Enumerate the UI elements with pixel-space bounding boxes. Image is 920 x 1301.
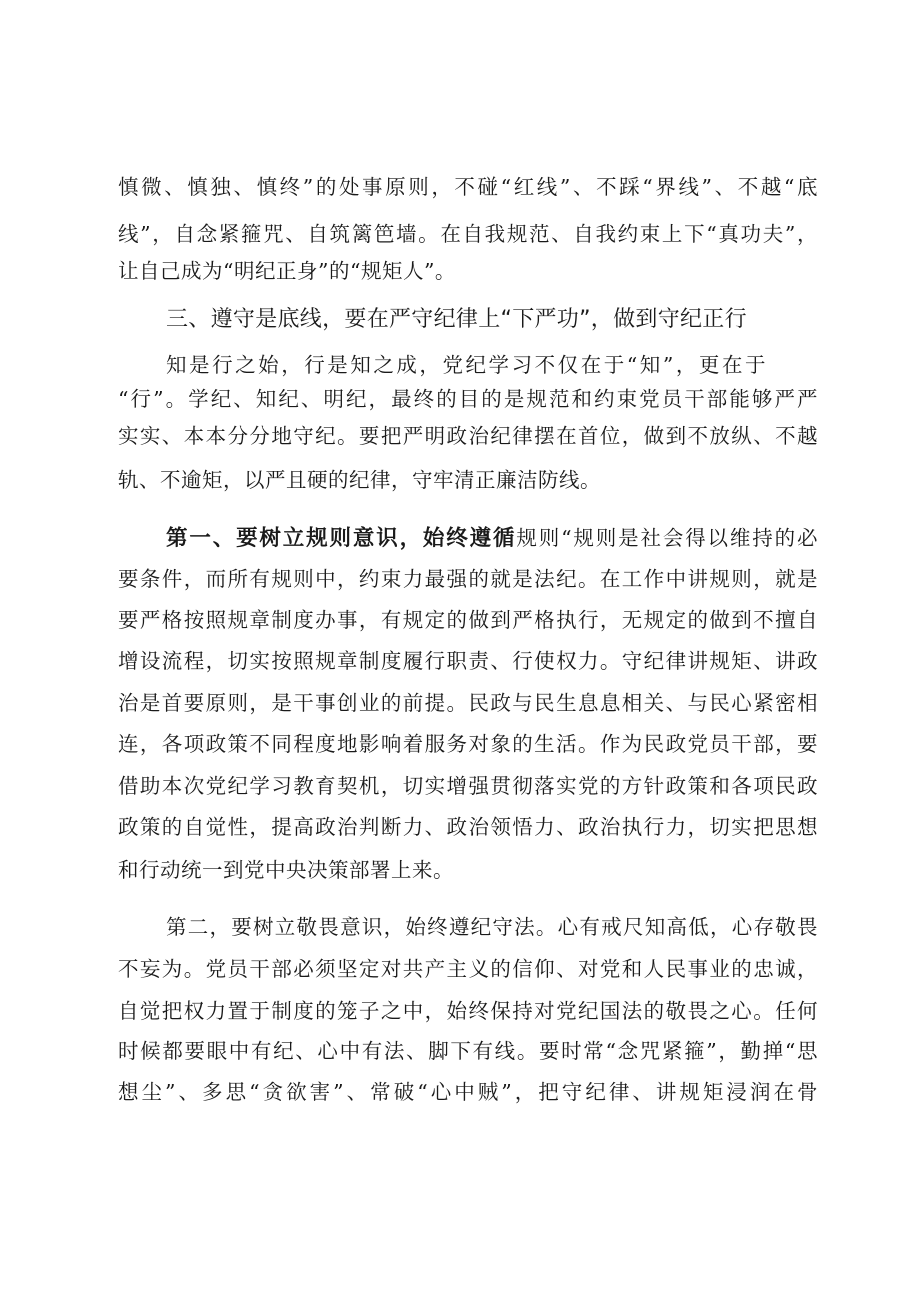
para2-line-4: 轨、不逾矩，以严且硬的纪律，守牢清正廉洁防线。 [118, 468, 601, 492]
para3-line-7: 借助本次党纪学习教育契机，切实增强贯彻落实党的方针政策和各项民政 [118, 774, 818, 798]
para3-line-8: 政策的自觉性，提高政治判断力、政治领悟力、政治执行力，切实把思想 [118, 815, 818, 839]
para4-line-3: 自觉把权力置于制度的笼子之中，始终保持对党纪国法的敬畏之心。任何 [118, 999, 818, 1023]
para3-line-1 [166, 523, 818, 553]
para4-line-4: 时候都要眼中有纪、心中有法、脚下有线。要时常“念咒紧箍”，勤掸“思 [118, 1039, 818, 1063]
para3-line-6: 连，各项政策不同程度地影响着服务对象的生活。作为民政党员干部，要 [118, 732, 818, 756]
para3-line-5: 治是首要原则，是干事创业的前提。民政与民生息息相关、与民心紧密相 [118, 691, 818, 715]
para4-line-2: 不妄为。党员干部必须坚定对共产主义的信仰、对党和人民事业的忠诚， [118, 957, 818, 981]
para3-line-3: 要严格按照规章制度办事，有规定的做到严格执行，无规定的做到不擅自 [118, 608, 818, 632]
para1-line-3: 让自己成为“明纪正身”的“规矩人”。 [118, 259, 456, 283]
para3-line-4: 增设流程，切实按照规章制度履行职责、行使权力。守纪律讲规矩、讲政 [118, 649, 818, 673]
para1-line-2: 线”，自念紧箍咒、自筑篱笆墙。在自我规范、自我约束上下“真功夫”， [118, 222, 818, 246]
para3-line-2: 要条件，而所有规则中，约束力最强的就是法纪。在工作中讲规则，就是 [118, 567, 818, 591]
para3-first-rest: 规则“规则是社会得以维持的必 [516, 526, 818, 550]
para3-lead: 第一、要树立规则意识，始终遵循 [166, 526, 517, 551]
para2-line-3: 实实、本本分分地守纪。要把严明政治纪律摆在首位，做到不放纵、不越 [118, 424, 818, 448]
para3-line-9: 和行动统一到党中央决策部署上来。 [118, 858, 454, 882]
section-heading-3: 三、遵守是底线，要在严守纪律上“下严功”，做到守纪正行 [166, 307, 747, 332]
para2-line-2: “行”。学纪、知纪、明纪，最终的目的是规范和约束党员干部能够严严 [118, 387, 818, 411]
para1-line-1: 慎微、慎独、慎终”的处事原则，不碰“红线”、不踩“界线”、不越“底 [118, 175, 818, 199]
para2-line-1: 知是行之始，行是知之成，党纪学习不仅在于“知”，更在于 [166, 353, 766, 377]
para4-line-5: 想尘”、多思“贪欲害”、常破“心中贼”，把守纪律、讲规矩浸润在骨 [118, 1080, 818, 1104]
para4-line-1: 第二，要树立敬畏意识，始终遵纪守法。心有戒尺知高低，心存敬畏 [166, 915, 818, 939]
